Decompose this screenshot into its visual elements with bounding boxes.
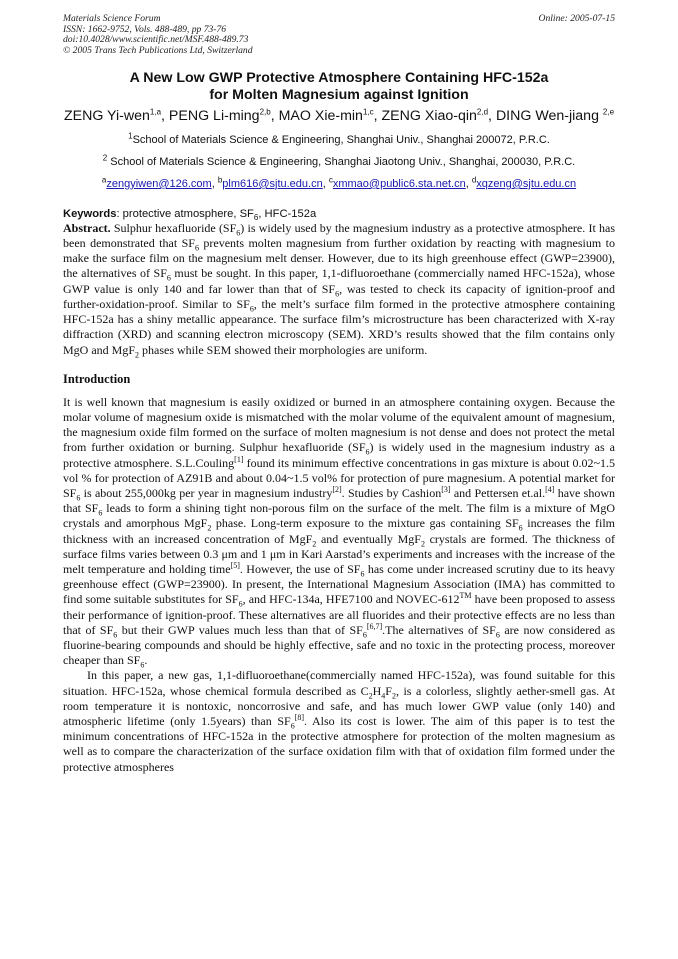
- subscript: 6: [238, 599, 243, 609]
- text-run: and eventually MgF: [316, 531, 421, 546]
- copyright-line: © 2005 Trans Tech Publications Ltd, Switzerland: [63, 44, 253, 56]
- affil-mark: 2: [102, 153, 108, 163]
- abstract-text: Sulphur hexafluoride (SF: [110, 220, 237, 235]
- text-run: have been proposed to assess their performance of ignition-proof. These alternatives are all fluorides and their protective effects are no less than that of SF: [63, 592, 615, 637]
- subscript: 6: [249, 304, 254, 314]
- subscript: 6: [98, 508, 103, 518]
- author-affil-mark: 2,d: [476, 107, 489, 117]
- abstract-text: phases while SEM showed their morphologies are uniform.: [139, 342, 428, 357]
- text-run: are now considered as fluorine-bearing compounds and should be highly effective, safe and no toxic in the protecting process, moreover cheaper than SF: [63, 622, 615, 668]
- keywords: [63, 208, 615, 221]
- text-run: , and HFC-134a, HFE7100 and NOVEC-612: [242, 592, 460, 607]
- introduction-body: [63, 395, 615, 831]
- paper-page: [63, 14, 615, 831]
- intro-paragraph-2: [63, 668, 615, 774]
- subscript: 2: [135, 349, 140, 359]
- author-name: DING Wen-jiang: [495, 108, 599, 125]
- author-list: ZENG Yi-wen$^{1,a}$, PENG Li-ming$^{2,b}$, MAO Xie-$\min^{1,c}$, ZENG Xiao-qin$^{2,d}$, DING Wen-jiang $^{2,e}$: [63, 107, 615, 125]
- email-link-c[interactable]: xmmao@public6.sta.net.cn: [332, 177, 466, 190]
- text-run: is about 255,000kg per year in magnesium industry: [80, 485, 333, 500]
- affil-text: School of Materials Science & Engineering, Shanghai Univ., Shanghai 200072, P.R.C.: [132, 133, 550, 146]
- text-run: crystals are formed. The thickness of surface films varies between 0.3 μm and 1 μm in Kari Aarstad’s experiments and increases with the increase of the melt temperature and holding time: [63, 531, 615, 576]
- email-link-a[interactable]: zengyiwen@126.com: [106, 177, 212, 190]
- text-run: . Also its cost is lower. The aim of this paper is to test the minimum concentrations of HFC-152a in the protective atmosphere for protection of the molten magnesium as well as to compare the characterization of the surface oxidation film with that of oxidation film formed under the protective atmospheres: [63, 713, 615, 774]
- intro-paragraph-1: [63, 395, 615, 669]
- affil-text: School of Materials Science & Engineering, Shanghai Jiaotong Univ., Shanghai, 200030, P.R.C.: [110, 155, 576, 168]
- abstract-text: must be sought. In this paper, 1,1-difluoroethane (commercially named HFC-152a), whose GWP value is only 140 and far lower than that of SF: [63, 266, 615, 296]
- affiliation-1: [63, 131, 615, 147]
- subscript: 6: [290, 721, 295, 731]
- citation: [5]: [230, 560, 240, 570]
- subscript: 6: [362, 630, 367, 640]
- text-run: phase. Long-term exposure to the mixture gas containing SF: [211, 516, 519, 531]
- subscript: 6: [166, 273, 171, 283]
- email-link-b[interactable]: plm616@sjtu.edu.cn: [222, 177, 323, 190]
- text-run: It is well known that magnesium is easily oxidized or burned in an atmosphere containing oxygen. Because the molar volume of magnesium oxide is mismatched with the molar volume of the equivalent amount of magnesium, the magnesium oxide film formed on the surface of molten magnesium is not dense and does not protect the metal from further oxidation or burning. Sulphur hexafluoride (SF: [63, 394, 615, 455]
- affil-mark: 1: [128, 131, 133, 141]
- citation: [2]: [332, 484, 342, 494]
- keywords-text: : protective atmosphere, SF: [116, 207, 254, 220]
- abstract-text: ) is widely used by the magnesium industry as a protective atmosphere. It has been demonstrated that SF: [63, 220, 615, 251]
- subscript: 2: [368, 690, 373, 700]
- subscript: 6: [76, 493, 81, 503]
- subscript: 4: [381, 690, 386, 700]
- author-name: MAO Xie-min: [278, 108, 363, 125]
- text-run: .The alternatives of SF: [382, 622, 496, 637]
- subscript: 6: [360, 569, 365, 579]
- citation: [6,7]: [366, 621, 383, 631]
- text-run: . However, the use of SF: [239, 561, 361, 576]
- author-name: PENG Li-ming: [168, 108, 260, 125]
- journal-header: [63, 14, 615, 56]
- abstract-label: Abstract.: [63, 220, 111, 235]
- text-run: F: [385, 683, 392, 698]
- text-run: leads to form a shining tight non-porous film on the surface of the melt. The film is a mixture of MgO crystals and amorphous MgF: [63, 501, 615, 531]
- author-affil-mark: 1,a: [149, 107, 162, 117]
- email-link-d[interactable]: xqzeng@sjtu.edu.cn: [476, 177, 577, 190]
- affiliation-2: [63, 153, 615, 169]
- author-affil-mark: 1,c: [362, 107, 374, 117]
- author-affil-mark: 2,b: [259, 107, 271, 117]
- subscript: 2: [207, 523, 212, 533]
- keywords-label: Keywords: [63, 207, 117, 220]
- author-affil-mark: 2,e: [602, 107, 615, 117]
- subscript: 6: [236, 228, 241, 238]
- abstract: [63, 221, 615, 358]
- journal-name: Materials Science Forum: [63, 13, 161, 24]
- subscript: 6: [253, 213, 259, 223]
- subscript: 2: [391, 690, 396, 700]
- email-list: $^a$zengyiwen@126.com, $^b$plm616@sjtu.edu.cn, $^c$xmmao@public6.sta.net.cn, $^d$xqzeng@sjtu.edu.cn: [101, 175, 577, 190]
- subscript: 6: [365, 447, 370, 457]
- author-name: ZENG Xiao-qin: [381, 108, 477, 125]
- subscript: 6: [518, 523, 523, 533]
- abstract-text: , was tested to check its capacity of ignition-proof and further-oxidation-proof. Similar to SF: [63, 281, 616, 311]
- text-run: , is a colorless, slightly aether-smell gas. At room temperature it is nontoxic, noncorrosive and safe, and has much lower GWP value (only 140) and atmospheric lifetime (only 1.5years) than SF: [63, 683, 615, 728]
- subscript: 6: [140, 660, 145, 670]
- subscript: 2: [312, 538, 317, 548]
- text-run: In this paper, a new gas, 1,1-difluoroethane(commercially named HFC-152a), was found suitable for this situation. HFC-152a, whose chemical formula described as C: [63, 668, 615, 698]
- issn-line: ISSN: 1662-9752, Vols. 488-489, pp 73-76: [63, 23, 227, 35]
- online-date: Online: 2005-07-15: [538, 13, 615, 24]
- doi-line: doi:10.4028/www.scientific.net/MSF.488-489.73: [63, 34, 249, 46]
- title-line-2: for Molten Magnesium against Ignition: [209, 87, 469, 104]
- subscript: 6: [113, 630, 118, 640]
- paper-title: [63, 70, 615, 104]
- subscript: 6: [194, 243, 199, 253]
- text-run: increases the film thickness with an increased concentration of MgF: [63, 516, 615, 546]
- keywords-text: , HFC-152a: [258, 207, 317, 220]
- text-run: has come under increased scrutiny due to its heavy greenhouse effect (GWP=23900). In present, the International Magnesium Association (IMA) has committed to find some suitable substitutes for SF: [63, 561, 615, 607]
- abstract-text: prevents molten magnesium from further oxidation by reacting with magnesium to make the surface film on the magnesium melt denser. However, due to its high greenhouse effect (GWP=23900), the alternatives of SF: [63, 236, 615, 281]
- title-line-1: A New Low GWP Protective Atmosphere Containing HFC-152a: [129, 70, 549, 87]
- text-run: ) is widely used in the magnesium industry as a protective atmosphere. S.L.Couling: [63, 440, 615, 470]
- subscript: 2: [420, 538, 425, 548]
- citation: [1]: [234, 454, 244, 464]
- text-run: but their GWP values much less than that of SF: [117, 622, 363, 637]
- citation: [4]: [545, 484, 555, 494]
- subscript: 6: [495, 630, 500, 640]
- subscript: 6: [335, 289, 340, 299]
- text-run: . Studies by Cashion: [341, 485, 442, 500]
- text-run: have shown that SF: [63, 485, 615, 516]
- citation: [3]: [441, 484, 451, 494]
- trademark: TM: [459, 591, 472, 601]
- text-run: found its minimum effective concentrations in gas mixture is about 0.02~1.5 vol % for protection of AZ91B and about 0.04~1.5 vol% for protection of pure magnesium. A potential market for SF: [63, 455, 615, 500]
- author-name: ZENG Yi-wen: [63, 108, 150, 125]
- text-run: H: [372, 683, 382, 698]
- text-run: and Pettersen et.al.: [450, 485, 546, 500]
- text-run: .: [144, 653, 148, 668]
- abstract-text: , the melt’s surface film formed in the protective atmosphere containing HFC-152a has a shiny metallic appearance. The surface film’s microstructure has been characterized with X-ray diffraction (XRD) and scanning electron microscopy (SEM). XRD’s results showed that the film contains only MgO and MgF: [63, 296, 615, 357]
- section-heading-introduction: Introduction: [63, 371, 131, 386]
- citation: [8]: [294, 712, 305, 722]
